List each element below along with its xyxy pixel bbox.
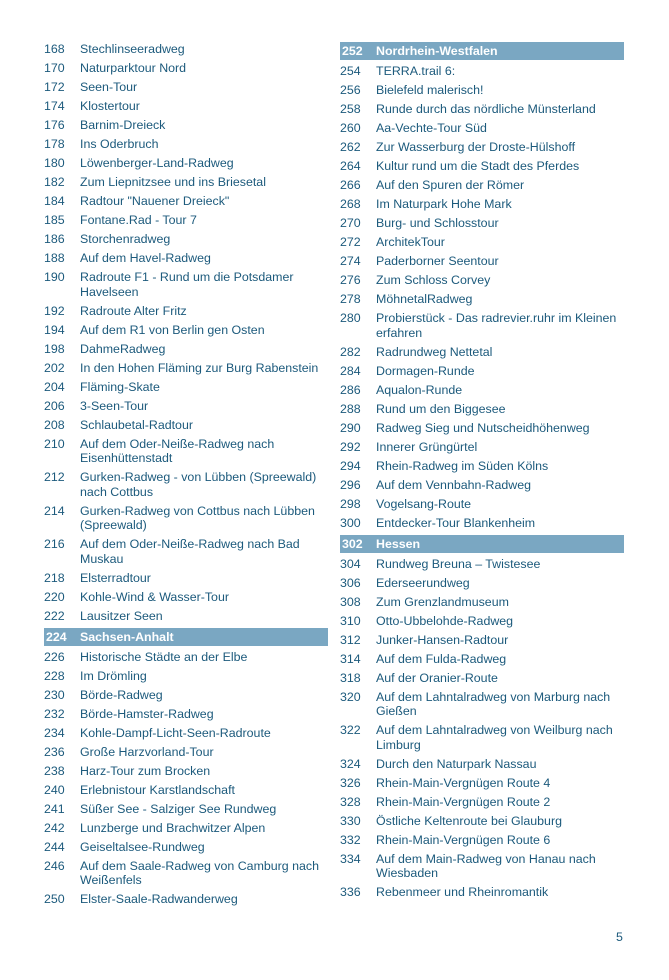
entry-page-number: 270 (340, 216, 361, 230)
toc-entry[interactable] (44, 40, 328, 59)
entry-page-number: 216 (44, 537, 65, 551)
entry-title: Naturparktour Nord (80, 61, 187, 75)
entry-title: In den Hohen Fläming zur Burg Rabenstein (80, 360, 319, 375)
toc-entry[interactable] (44, 340, 328, 359)
section-page-number: 252 (342, 44, 363, 58)
entry-page-number: 250 (44, 892, 65, 906)
entry-page-number: 185 (44, 213, 65, 227)
entry-page-number: 278 (340, 292, 361, 306)
entry-title: Ins Oderbruch (80, 137, 159, 151)
entry-title: Aa-Vechte-Tour Süd (376, 121, 487, 135)
entry-title: Radrundweg Nettetal (376, 344, 493, 359)
entry-page-number: 304 (340, 556, 361, 571)
entry-title: Harz-Tour zum Brocken (80, 763, 211, 778)
entry-title: Auf dem R1 von Berlin gen Osten (80, 322, 265, 337)
entry-page-number: 282 (340, 344, 361, 359)
toc-entry[interactable] (44, 800, 328, 819)
toc-entry[interactable] (44, 667, 328, 686)
entry-page-number: 268 (340, 197, 361, 211)
entry-page-number: 264 (340, 159, 361, 173)
section-page-number: 302 (342, 536, 363, 551)
entry-title: Entdecker-Tour Blankenheim (376, 515, 536, 530)
entry-title: Auf dem Oder-Neiße-Radweg nach Bad Muskau (80, 537, 300, 566)
entry-page-number: 322 (340, 723, 361, 737)
entry-page-number: 260 (340, 121, 361, 135)
toc-entry[interactable] (44, 397, 328, 416)
entry-title: Auf dem Lahntalradweg von Weilburg nach Limburg (376, 723, 613, 752)
entry-title: Kohle-Wind & Wasser-Tour (80, 589, 229, 604)
entry-title: Auf dem Lahntalradweg von Marburg nach Gießen (376, 689, 611, 718)
entry-title: Zur Wasserburg der Droste-Hülshoff (376, 140, 576, 154)
entry-page-number: 222 (44, 608, 65, 623)
toc-entry[interactable] (340, 438, 624, 457)
toc-entry[interactable] (44, 890, 328, 909)
entry-page-number: 296 (340, 477, 361, 492)
entry-page-number: 290 (340, 420, 361, 435)
entry-page-number: 246 (44, 858, 65, 873)
page-number: 5 (616, 930, 623, 944)
entry-title: Aqualon-Runde (376, 382, 463, 397)
entry-page-number: 234 (44, 725, 65, 740)
entry-title: Löwenberger-Land-Radweg (80, 156, 234, 170)
entry-title: Lunzberge und Brachwitzer Alpen (80, 820, 266, 835)
entry-page-number: 294 (340, 458, 361, 473)
entry-title: Zum Grenzlandmuseum (376, 594, 509, 609)
toc-entry[interactable] (44, 648, 328, 667)
toc-entry[interactable] (44, 502, 328, 536)
section-header (44, 628, 328, 646)
entry-page-number: 266 (340, 178, 361, 192)
entry-title: Rhein-Radweg im Süden Kölns (376, 458, 549, 473)
entry-page-number: 188 (44, 251, 65, 265)
entry-page-number: 208 (44, 417, 65, 432)
entry-page-number: 258 (340, 102, 361, 116)
entry-page-number: 182 (44, 175, 65, 189)
toc-entry[interactable] (340, 195, 624, 214)
entry-title: Fläming-Skate (80, 379, 160, 394)
entry-title: Seen-Tour (80, 80, 138, 94)
entry-title: Börde-Hamster-Radweg (80, 706, 214, 721)
toc-entry[interactable] (44, 359, 328, 378)
entry-page-number: 310 (340, 613, 361, 628)
entry-page-number: 232 (44, 706, 65, 721)
entry-title: Elster-Saale-Radwanderweg (80, 892, 238, 906)
entry-page-number: 242 (44, 820, 65, 835)
entry-page-number: 192 (44, 303, 65, 318)
toc-entry[interactable] (44, 819, 328, 838)
entry-page-number: 328 (340, 794, 361, 809)
toc-entry[interactable] (340, 883, 624, 902)
entry-title: Auf dem Main-Radweg von Hanau nach Wiesbaden (376, 851, 596, 880)
entry-title: 3-Seen-Tour (80, 398, 149, 413)
entry-title: Im Naturpark Hohe Mark (376, 197, 512, 211)
toc-entry[interactable] (340, 631, 624, 650)
entry-page-number: 262 (340, 140, 361, 154)
toc-entry[interactable] (44, 838, 328, 857)
entry-page-number: 254 (340, 64, 361, 78)
entry-title: Rhein-Main-Vergnügen Route 4 (376, 775, 551, 790)
entry-page-number: 178 (44, 137, 65, 151)
toc-entry[interactable] (340, 100, 624, 119)
toc-entry[interactable] (340, 271, 624, 290)
section-title: Nordrhein-Westfalen (376, 44, 498, 58)
entry-title: Dormagen-Runde (376, 363, 475, 378)
entry-title: Große Harzvorland-Tour (80, 744, 214, 759)
entry-page-number: 336 (340, 885, 361, 899)
toc-entry[interactable] (340, 62, 624, 81)
entry-title: Durch den Naturpark Nassau (376, 756, 537, 771)
section-page-number: 224 (46, 629, 67, 644)
entry-page-number: 168 (44, 42, 65, 56)
entry-title: Radtour "Nauener Dreieck" (80, 194, 230, 208)
toc-entry[interactable] (44, 116, 328, 135)
entry-title: Vogelsang-Route (376, 496, 472, 511)
toc-entry[interactable] (340, 400, 624, 419)
entry-title: DahmeRadweg (80, 341, 166, 356)
toc-entry[interactable] (44, 762, 328, 781)
toc-entry[interactable] (340, 419, 624, 438)
toc-entry[interactable] (340, 81, 624, 100)
entry-page-number: 206 (44, 398, 65, 413)
entry-title: Burg- und Schlosstour (376, 216, 499, 230)
entry-page-number: 308 (340, 594, 361, 609)
entry-page-number: 286 (340, 382, 361, 397)
entry-title: Erlebnistour Karstlandschaft (80, 782, 235, 797)
toc-entry[interactable] (340, 343, 624, 362)
toc-entry[interactable] (340, 157, 624, 176)
toc-entry[interactable] (340, 612, 624, 631)
toc-entry[interactable] (340, 309, 624, 343)
entry-page-number: 194 (44, 322, 65, 337)
entry-title: TERRA.trail 6: (376, 64, 456, 78)
entry-title: Im Drömling (80, 668, 147, 683)
toc-entry[interactable] (340, 514, 624, 533)
entry-page-number: 320 (340, 689, 361, 704)
toc-entry[interactable] (340, 476, 624, 495)
toc-entry[interactable] (44, 724, 328, 743)
entry-title: Junker-Hansen-Radtour (376, 632, 509, 647)
toc-entry[interactable] (340, 774, 624, 793)
entry-title: Probierstück - Das radrevier.ruhr im Kleinen erfahren (376, 311, 617, 340)
entry-page-number: 326 (340, 775, 361, 790)
toc-entry[interactable] (340, 574, 624, 593)
toc-entry[interactable] (44, 135, 328, 154)
entry-page-number: 228 (44, 668, 65, 683)
entry-title: Auf dem Havel-Radweg (80, 251, 211, 265)
entry-page-number: 190 (44, 270, 65, 284)
entry-title: Fontane.Rad - Tour 7 (80, 213, 197, 227)
entry-page-number: 240 (44, 782, 65, 797)
entry-page-number: 204 (44, 379, 65, 394)
entry-page-number: 198 (44, 341, 65, 356)
entry-page-number: 284 (340, 363, 361, 378)
entry-page-number: 170 (44, 61, 65, 75)
entry-title: Auf dem Vennbahn-Radweg (376, 477, 531, 492)
entry-page-number: 288 (340, 401, 361, 416)
entry-page-number: 186 (44, 232, 65, 246)
entry-title: Gurken-Radweg von Cottbus nach Lübben (Spreewald) (80, 503, 315, 532)
entry-page-number: 272 (340, 235, 361, 249)
entry-page-number: 280 (340, 311, 361, 325)
entry-title: Historische Städte an der Elbe (80, 649, 248, 664)
toc-entry[interactable] (44, 607, 328, 626)
toc-entry[interactable] (340, 688, 624, 722)
entry-page-number: 226 (44, 649, 65, 664)
entry-title: Zum Schloss Corvey (376, 273, 491, 287)
entry-title: Süßer See - Salziger See Rundweg (80, 801, 277, 816)
entry-title: Runde durch das nördliche Münsterland (376, 102, 596, 116)
entry-title: Paderborner Seentour (376, 254, 499, 268)
entry-page-number: 220 (44, 589, 65, 604)
entry-title: Radroute F1 - Rund um die Potsdamer Havelseen (80, 270, 294, 299)
entry-page-number: 172 (44, 80, 65, 94)
toc-entry[interactable] (340, 650, 624, 669)
toc-entry[interactable] (44, 154, 328, 173)
entry-title: Gurken-Radweg - von Lübben (Spreewald) nach Cottbus (80, 470, 317, 499)
entry-title: Radweg Sieg und Nutscheidhöhenweg (376, 420, 590, 435)
toc-entry[interactable] (44, 192, 328, 211)
entry-title: Bielefeld malerisch! (376, 83, 484, 97)
entry-page-number: 292 (340, 439, 361, 454)
toc-entry[interactable] (44, 686, 328, 705)
toc-entry[interactable] (44, 230, 328, 249)
entry-page-number: 306 (340, 575, 361, 590)
entry-title: Auf den Spuren der Römer (376, 178, 525, 192)
toc-entry[interactable] (44, 705, 328, 724)
toc-entry[interactable] (340, 233, 624, 252)
entry-title: Kultur rund um die Stadt des Pferdes (376, 159, 580, 173)
entry-title: Klostertour (80, 99, 140, 113)
toc-entry[interactable] (44, 468, 328, 502)
toc-left-column (44, 40, 328, 909)
entry-page-number: 298 (340, 496, 361, 511)
toc-entry[interactable] (340, 252, 624, 271)
toc-entry[interactable] (340, 669, 624, 688)
toc-entry[interactable] (44, 781, 328, 800)
toc-entry[interactable] (340, 495, 624, 514)
entry-page-number: 184 (44, 194, 65, 208)
section-header (340, 535, 624, 553)
entry-page-number: 174 (44, 99, 65, 113)
entry-page-number: 256 (340, 83, 361, 97)
entry-title: Radroute Alter Fritz (80, 303, 187, 318)
entry-title: Otto-Ubbelohde-Radweg (376, 613, 514, 628)
entry-title: Barnim-Dreieck (80, 118, 166, 132)
toc-entry[interactable] (340, 290, 624, 309)
entry-title: Rebenmeer und Rheinromantik (376, 885, 549, 899)
toc-entry[interactable] (44, 535, 328, 569)
toc-entry[interactable] (44, 302, 328, 321)
toc-entry[interactable] (340, 850, 624, 884)
entry-page-number: 210 (44, 436, 65, 451)
toc-entry[interactable] (340, 721, 624, 755)
entry-page-number: 330 (340, 813, 361, 828)
toc-entry[interactable] (44, 588, 328, 607)
entry-title: Innerer Grüngürtel (376, 439, 478, 454)
toc-entry[interactable] (44, 416, 328, 435)
entry-title: Rhein-Main-Vergnügen Route 6 (376, 832, 551, 847)
toc-right-column (340, 40, 624, 902)
entry-title: Stechlinseeradweg (80, 42, 185, 56)
entry-page-number: 241 (44, 801, 65, 816)
section-title: Sachsen-Anhalt (80, 629, 174, 644)
toc-entry[interactable] (44, 59, 328, 78)
entry-page-number: 212 (44, 470, 65, 484)
entry-page-number: 176 (44, 118, 65, 132)
entry-page-number: 218 (44, 570, 65, 585)
entry-page-number: 274 (340, 254, 361, 268)
toc-entry[interactable] (340, 457, 624, 476)
toc-entry[interactable] (340, 176, 624, 195)
toc-entry[interactable] (340, 593, 624, 612)
entry-title: MöhnetalRadweg (376, 292, 473, 306)
entry-page-number: 314 (340, 651, 361, 666)
entry-page-number: 230 (44, 687, 65, 702)
entry-page-number: 238 (44, 763, 65, 778)
entry-page-number: 324 (340, 756, 361, 771)
toc-entry[interactable] (44, 435, 328, 469)
toc-entry[interactable] (340, 831, 624, 850)
entry-page-number: 244 (44, 839, 65, 854)
toc-entry[interactable] (44, 569, 328, 588)
entry-title: Östliche Keltenroute bei Glauburg (376, 813, 562, 828)
toc-entry[interactable] (340, 812, 624, 831)
entry-page-number: 214 (44, 503, 65, 518)
entry-title: Börde-Radweg (80, 687, 163, 702)
entry-title: Auf dem Oder-Neiße-Radweg nach Eisenhüttenstadt (80, 436, 275, 465)
entry-page-number: 318 (340, 670, 361, 685)
toc-entry[interactable] (44, 378, 328, 397)
toc-entry[interactable] (340, 755, 624, 774)
entry-page-number: 202 (44, 360, 65, 375)
entry-title: Schlaubetal-Radtour (80, 417, 193, 432)
toc-entry[interactable] (44, 173, 328, 192)
toc-entry[interactable] (44, 78, 328, 97)
entry-title: Lausitzer Seen (80, 608, 163, 623)
toc-entry[interactable] (44, 97, 328, 116)
entry-title: Kohle-Dampf-Licht-Seen-Radroute (80, 725, 271, 740)
toc-entry[interactable] (340, 138, 624, 157)
entry-page-number: 300 (340, 515, 361, 530)
entry-page-number: 276 (340, 273, 361, 287)
toc-entry[interactable] (340, 362, 624, 381)
toc-entry[interactable] (44, 249, 328, 268)
toc-entry[interactable] (44, 321, 328, 340)
toc-entry[interactable] (340, 119, 624, 138)
section-header (340, 42, 624, 60)
entry-title: Auf dem Saale-Radweg von Camburg nach Weißenfels (80, 858, 319, 887)
toc-entry[interactable] (44, 857, 328, 891)
entry-title: Elsterradtour (80, 570, 151, 585)
entry-title: Zum Liepnitzsee und ins Briesetal (80, 175, 266, 189)
toc-entry[interactable] (44, 743, 328, 762)
entry-page-number: 312 (340, 632, 361, 647)
toc-entry[interactable] (340, 381, 624, 400)
entry-title: Rund um den Biggesee (376, 401, 506, 416)
entry-title: ArchitekTour (376, 235, 445, 249)
toc-entry[interactable] (340, 555, 624, 574)
entry-page-number: 334 (340, 851, 361, 866)
toc-entry[interactable] (340, 214, 624, 233)
entry-title: Storchenradweg (80, 232, 171, 246)
entry-title: Ederseerundweg (376, 575, 470, 590)
entry-page-number: 332 (340, 832, 361, 847)
entry-title: Rhein-Main-Vergnügen Route 2 (376, 794, 551, 809)
entry-title: Auf dem Fulda-Radweg (376, 651, 507, 666)
section-title: Hessen (376, 536, 421, 551)
entry-page-number: 180 (44, 156, 65, 170)
entry-page-number: 236 (44, 744, 65, 759)
entry-title: Geiseltalsee-Rundweg (80, 839, 205, 854)
toc-entry[interactable] (44, 211, 328, 230)
toc-entry[interactable] (44, 268, 328, 302)
toc-entry[interactable] (340, 793, 624, 812)
entry-title: Rundweg Breuna – Twistesee (376, 556, 541, 571)
entry-title: Auf der Oranier-Route (376, 670, 498, 685)
